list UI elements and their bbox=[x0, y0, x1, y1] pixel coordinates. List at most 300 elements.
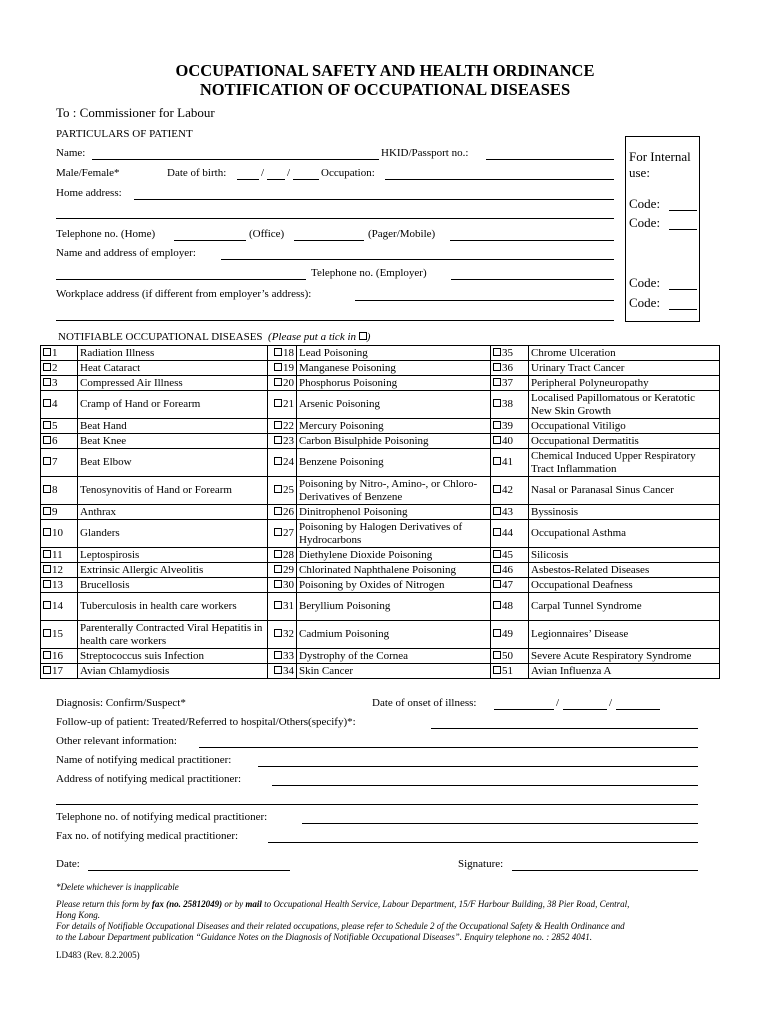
disease-checkbox-cell[interactable] bbox=[268, 477, 297, 505]
disease-number: 19 bbox=[283, 361, 294, 374]
disease-checkbox-cell[interactable] bbox=[491, 376, 529, 391]
onset-day-field[interactable] bbox=[494, 709, 554, 710]
workplace-field-2[interactable] bbox=[56, 320, 614, 321]
disease-checkbox-cell[interactable] bbox=[491, 361, 529, 376]
disease-row bbox=[41, 520, 720, 548]
disease-name: Carbon Bisulphide Poisoning bbox=[297, 434, 491, 449]
disease-checkbox-cell[interactable] bbox=[268, 346, 297, 361]
disease-number: 6 bbox=[52, 434, 58, 447]
disease-name: Glanders bbox=[78, 520, 268, 548]
disease-number: 48 bbox=[502, 600, 513, 613]
dob-label: Date of birth: bbox=[167, 167, 227, 179]
checkbox-icon[interactable] bbox=[274, 629, 282, 637]
checkbox-icon[interactable] bbox=[493, 485, 501, 493]
details-note: For details of Notifiable Occupational Diseases and their related occupations, please refer to Schedule 2 of the Occupational Safety & Health Ordinance and bbox=[56, 921, 625, 931]
disease-checkbox-cell[interactable] bbox=[491, 346, 529, 361]
disease-row bbox=[41, 434, 720, 449]
code-label: Code: bbox=[629, 275, 661, 290]
checkbox-icon[interactable] bbox=[43, 485, 51, 493]
dob-month-field[interactable] bbox=[267, 179, 285, 180]
disease-name: Tuberculosis in health care workers bbox=[78, 593, 268, 621]
date-field[interactable] bbox=[88, 870, 290, 871]
onset-separator: / bbox=[556, 697, 560, 709]
internal-use-label: For Internal bbox=[629, 149, 691, 164]
checkbox-icon[interactable] bbox=[274, 348, 282, 356]
diseases-heading-text: NOTIFIABLE OCCUPATIONAL DISEASES bbox=[58, 331, 263, 343]
home-address-label: Home address: bbox=[56, 187, 122, 199]
checkbox-icon[interactable] bbox=[43, 457, 51, 465]
other-info-label: Other relevant information: bbox=[56, 735, 177, 747]
disease-name: Occupational Dermatitis bbox=[529, 434, 720, 449]
delete-note: *Delete whichever is inapplicable bbox=[56, 882, 179, 892]
return-mail: mail bbox=[245, 899, 262, 909]
disease-name: Occupational Deafness bbox=[529, 578, 720, 593]
disease-number: 12 bbox=[52, 563, 63, 576]
disease-checkbox-cell[interactable] bbox=[41, 434, 78, 449]
disease-number: 34 bbox=[283, 664, 294, 677]
disease-name: Lead Poisoning bbox=[297, 346, 491, 361]
disease-number: 31 bbox=[283, 600, 294, 613]
diseases-hint-text: (Please put a tick in bbox=[268, 331, 357, 343]
disease-checkbox-cell[interactable] bbox=[491, 593, 529, 621]
checkbox-icon[interactable] bbox=[493, 565, 501, 573]
disease-checkbox-cell[interactable] bbox=[41, 376, 78, 391]
tel-home-label: Telephone no. (Home) bbox=[56, 228, 156, 240]
home-address-field-2[interactable] bbox=[56, 218, 614, 219]
practitioner-name-label: Name of notifying medical practitioner: bbox=[56, 754, 232, 766]
disease-number: 43 bbox=[502, 505, 513, 518]
checkbox-icon[interactable] bbox=[274, 378, 282, 386]
disease-number: 18 bbox=[283, 346, 294, 359]
practitioner-fax-field[interactable] bbox=[268, 842, 698, 843]
disease-number: 27 bbox=[283, 527, 294, 540]
disease-name: Dinitrophenol Poisoning bbox=[297, 505, 491, 520]
disease-checkbox-cell[interactable] bbox=[41, 578, 78, 593]
disease-checkbox-cell[interactable] bbox=[491, 449, 529, 477]
diseases-table bbox=[40, 345, 720, 679]
disease-checkbox-cell[interactable] bbox=[41, 593, 78, 621]
disease-number: 25 bbox=[283, 484, 294, 497]
disease-number: 50 bbox=[502, 649, 513, 662]
disease-row bbox=[41, 548, 720, 563]
disease-checkbox-cell[interactable] bbox=[41, 361, 78, 376]
return-text-b: or by bbox=[222, 899, 246, 909]
checkbox-icon[interactable] bbox=[493, 378, 501, 386]
disease-checkbox-cell[interactable] bbox=[41, 449, 78, 477]
disease-number: 47 bbox=[502, 578, 513, 591]
checkbox-icon[interactable] bbox=[493, 550, 501, 558]
checkbox-icon[interactable] bbox=[43, 565, 51, 573]
practitioner-fax-label: Fax no. of notifying medical practitioner: bbox=[56, 830, 239, 842]
checkbox-icon[interactable] bbox=[493, 436, 501, 444]
checkbox-icon bbox=[359, 332, 367, 340]
checkbox-icon[interactable] bbox=[43, 348, 51, 356]
disease-row bbox=[41, 477, 720, 505]
employer-label: Name and address of employer: bbox=[56, 247, 196, 259]
checkbox-icon[interactable] bbox=[274, 363, 282, 371]
checkbox-icon[interactable] bbox=[274, 550, 282, 558]
disease-checkbox-cell[interactable] bbox=[41, 548, 78, 563]
disease-number: 20 bbox=[283, 376, 294, 389]
disease-checkbox-cell[interactable] bbox=[268, 664, 297, 679]
checkbox-icon[interactable] bbox=[43, 378, 51, 386]
checkbox-icon[interactable] bbox=[43, 436, 51, 444]
checkbox-icon[interactable] bbox=[274, 565, 282, 573]
disease-checkbox-cell[interactable] bbox=[268, 434, 297, 449]
checkbox-icon[interactable] bbox=[274, 399, 282, 407]
checkbox-icon[interactable] bbox=[43, 601, 51, 609]
disease-name: Poisoning by Oxides of Nitrogen bbox=[297, 578, 491, 593]
disease-name: Avian Chlamydiosis bbox=[78, 664, 268, 679]
disease-checkbox-cell[interactable] bbox=[268, 520, 297, 548]
code-label: Code: bbox=[629, 295, 661, 310]
code-field[interactable] bbox=[669, 309, 697, 310]
diseases-hint bbox=[265, 331, 370, 343]
disease-checkbox-cell[interactable] bbox=[491, 419, 529, 434]
disease-checkbox-cell[interactable] bbox=[41, 649, 78, 664]
disease-number: 32 bbox=[283, 628, 294, 641]
disease-checkbox-cell[interactable] bbox=[268, 621, 297, 649]
disease-name: Beryllium Poisoning bbox=[297, 593, 491, 621]
disease-name: Chlorinated Naphthalene Poisoning bbox=[297, 563, 491, 578]
disease-name: Severe Acute Respiratory Syndrome bbox=[529, 649, 720, 664]
disease-name: Heat Cataract bbox=[78, 361, 268, 376]
disease-name: Beat Knee bbox=[78, 434, 268, 449]
tel-employer-field[interactable] bbox=[451, 279, 614, 280]
checkbox-icon[interactable] bbox=[43, 363, 51, 371]
checkbox-icon[interactable] bbox=[43, 507, 51, 515]
disease-name: Occupational Vitiligo bbox=[529, 419, 720, 434]
disease-number: 38 bbox=[502, 398, 513, 411]
disease-name: Dystrophy of the Cornea bbox=[297, 649, 491, 664]
disease-name: Legionnaires’ Disease bbox=[529, 621, 720, 649]
onset-month-field[interactable] bbox=[563, 709, 607, 710]
disease-checkbox-cell[interactable] bbox=[491, 649, 529, 664]
disease-name: Leptospirosis bbox=[78, 548, 268, 563]
disease-number: 26 bbox=[283, 505, 294, 518]
disease-number: 14 bbox=[52, 600, 63, 613]
disease-row bbox=[41, 376, 720, 391]
disease-checkbox-cell[interactable] bbox=[41, 419, 78, 434]
diagnosis-label: Diagnosis: Confirm/Suspect* bbox=[56, 697, 186, 709]
checkbox-icon[interactable] bbox=[43, 629, 51, 637]
disease-checkbox-cell[interactable] bbox=[491, 578, 529, 593]
checkbox-icon[interactable] bbox=[493, 629, 501, 637]
disease-name: Poisoning by Halogen Derivatives of Hydrocarbons bbox=[297, 520, 491, 548]
disease-row bbox=[41, 505, 720, 520]
internal-use-box bbox=[625, 136, 700, 322]
checkbox-icon[interactable] bbox=[493, 528, 501, 536]
occupation-field[interactable] bbox=[385, 179, 614, 180]
disease-number: 29 bbox=[283, 563, 294, 576]
disease-name: Cadmium Poisoning bbox=[297, 621, 491, 649]
practitioner-address-field-2[interactable] bbox=[56, 804, 698, 805]
practitioner-name-field[interactable] bbox=[258, 766, 698, 767]
disease-checkbox-cell[interactable] bbox=[268, 419, 297, 434]
disease-number: 44 bbox=[502, 527, 513, 540]
disease-number: 40 bbox=[502, 434, 513, 447]
checkbox-icon[interactable] bbox=[493, 601, 501, 609]
disease-number: 23 bbox=[283, 434, 294, 447]
checkbox-icon[interactable] bbox=[274, 580, 282, 588]
disease-checkbox-cell[interactable] bbox=[268, 578, 297, 593]
disease-name: Anthrax bbox=[78, 505, 268, 520]
name-label: Name: bbox=[56, 147, 86, 159]
disease-number: 11 bbox=[52, 548, 63, 561]
tel-office-field[interactable] bbox=[294, 240, 364, 241]
disease-name: Mercury Poisoning bbox=[297, 419, 491, 434]
disease-checkbox-cell[interactable] bbox=[491, 505, 529, 520]
practitioner-address-field[interactable] bbox=[272, 785, 698, 786]
disease-checkbox-cell[interactable] bbox=[268, 391, 297, 419]
disease-checkbox-cell[interactable] bbox=[491, 391, 529, 419]
followup-field[interactable] bbox=[431, 728, 698, 729]
disease-checkbox-cell[interactable] bbox=[41, 563, 78, 578]
disease-number: 28 bbox=[283, 548, 294, 561]
disease-checkbox-cell[interactable] bbox=[41, 664, 78, 679]
checkbox-icon[interactable] bbox=[43, 399, 51, 407]
disease-row bbox=[41, 563, 720, 578]
return-instructions-2: Hong Kong. bbox=[56, 910, 101, 920]
dob-separator: / bbox=[261, 167, 265, 179]
tel-employer-label: Telephone no. (Employer) bbox=[311, 267, 427, 279]
return-text-a: Please return this form by bbox=[56, 899, 152, 909]
disease-name: Tenosynovitis of Hand or Forearm bbox=[78, 477, 268, 505]
checkbox-icon[interactable] bbox=[274, 507, 282, 515]
return-text-c: to Occupational Health Service, Labour Department, 15/F Harbour Building, 38 Pier Road, Central, bbox=[261, 899, 630, 909]
tel-office-label: (Office) bbox=[249, 228, 285, 240]
checkbox-icon[interactable] bbox=[493, 348, 501, 356]
disease-name: Chrome Ulceration bbox=[529, 346, 720, 361]
disease-checkbox-cell[interactable] bbox=[491, 520, 529, 548]
disease-checkbox-cell[interactable] bbox=[268, 649, 297, 664]
checkbox-icon[interactable] bbox=[43, 666, 51, 674]
disease-name: Benzene Poisoning bbox=[297, 449, 491, 477]
disease-row bbox=[41, 621, 720, 649]
disease-row bbox=[41, 649, 720, 664]
disease-number: 1 bbox=[52, 346, 58, 359]
disease-checkbox-cell[interactable] bbox=[268, 361, 297, 376]
disease-name: Manganese Poisoning bbox=[297, 361, 491, 376]
disease-checkbox-cell[interactable] bbox=[41, 505, 78, 520]
disease-number: 24 bbox=[283, 456, 294, 469]
internal-use-label-2: use: bbox=[629, 165, 650, 180]
dob-day-field[interactable] bbox=[237, 179, 259, 180]
hkid-field[interactable] bbox=[486, 159, 614, 160]
dob-separator: / bbox=[287, 167, 291, 179]
disease-name: Beat Hand bbox=[78, 419, 268, 434]
diseases-hint-end: ) bbox=[366, 331, 371, 343]
form-title: OCCUPATIONAL SAFETY AND HEALTH ORDINANCE bbox=[175, 61, 595, 80]
signature-label: Signature: bbox=[458, 858, 504, 870]
disease-name: Streptococcus suis Infection bbox=[78, 649, 268, 664]
disease-checkbox-cell[interactable] bbox=[491, 477, 529, 505]
signature-field[interactable] bbox=[512, 870, 698, 871]
onset-separator: / bbox=[609, 697, 613, 709]
form-subtitle: NOTIFICATION OF OCCUPATIONAL DISEASES bbox=[199, 80, 571, 99]
checkbox-icon[interactable] bbox=[493, 399, 501, 407]
disease-checkbox-cell[interactable] bbox=[268, 376, 297, 391]
disease-name: Avian Influenza A bbox=[529, 664, 720, 679]
disease-checkbox-cell[interactable] bbox=[41, 621, 78, 649]
employer-field-2[interactable] bbox=[56, 279, 306, 280]
disease-number: 8 bbox=[52, 484, 58, 497]
disease-checkbox-cell[interactable] bbox=[491, 548, 529, 563]
checkbox-icon[interactable] bbox=[43, 580, 51, 588]
disease-number: 33 bbox=[283, 649, 294, 662]
patient-section-heading: PARTICULARS OF PATIENT bbox=[56, 128, 193, 140]
disease-number: 36 bbox=[502, 361, 513, 374]
disease-number: 42 bbox=[502, 484, 513, 497]
checkbox-icon[interactable] bbox=[493, 421, 501, 429]
practitioner-tel-field[interactable] bbox=[302, 823, 698, 824]
disease-checkbox-cell[interactable] bbox=[491, 563, 529, 578]
other-info-field[interactable] bbox=[199, 747, 698, 748]
disease-checkbox-cell[interactable] bbox=[491, 664, 529, 679]
disease-checkbox-cell[interactable] bbox=[41, 346, 78, 361]
checkbox-icon[interactable] bbox=[493, 580, 501, 588]
workplace-field[interactable] bbox=[355, 300, 614, 301]
checkbox-icon[interactable] bbox=[274, 651, 282, 659]
disease-number: 13 bbox=[52, 578, 63, 591]
disease-row bbox=[41, 449, 720, 477]
disease-name: Compressed Air Illness bbox=[78, 376, 268, 391]
disease-number: 21 bbox=[283, 398, 294, 411]
disease-checkbox-cell[interactable] bbox=[41, 477, 78, 505]
dob-year-field[interactable] bbox=[293, 179, 319, 180]
disease-checkbox-cell[interactable] bbox=[268, 505, 297, 520]
form-code: LD483 (Rev. 8.2.2005) bbox=[56, 950, 140, 960]
checkbox-icon[interactable] bbox=[43, 550, 51, 558]
employer-field[interactable] bbox=[221, 259, 614, 260]
addressee: To : Commissioner for Labour bbox=[56, 105, 215, 120]
hkid-label: HKID/Passport no.: bbox=[381, 147, 469, 159]
code-field[interactable] bbox=[669, 289, 697, 290]
disease-number: 51 bbox=[502, 664, 513, 677]
return-instructions bbox=[56, 899, 629, 909]
disease-name: Extrinsic Allergic Alveolitis bbox=[78, 563, 268, 578]
disease-row bbox=[41, 419, 720, 434]
disease-number: 7 bbox=[52, 456, 58, 469]
checkbox-icon[interactable] bbox=[493, 666, 501, 674]
disease-number: 15 bbox=[52, 628, 63, 641]
disease-checkbox-cell[interactable] bbox=[491, 621, 529, 649]
disease-name: Carpal Tunnel Syndrome bbox=[529, 593, 720, 621]
disease-number: 37 bbox=[502, 376, 513, 389]
disease-number: 39 bbox=[502, 419, 513, 432]
sex-label: Male/Female* bbox=[56, 167, 120, 179]
disease-checkbox-cell[interactable] bbox=[41, 520, 78, 548]
disease-name: Byssinosis bbox=[529, 505, 720, 520]
disease-number: 41 bbox=[502, 456, 513, 469]
checkbox-icon[interactable] bbox=[274, 601, 282, 609]
name-field[interactable] bbox=[92, 159, 379, 160]
workplace-label: Workplace address (if different from employer’s address): bbox=[56, 288, 312, 300]
checkbox-icon[interactable] bbox=[493, 651, 501, 659]
checkbox-icon[interactable] bbox=[274, 421, 282, 429]
disease-name: Brucellosis bbox=[78, 578, 268, 593]
checkbox-icon[interactable] bbox=[274, 436, 282, 444]
disease-row bbox=[41, 391, 720, 419]
occupation-label: Occupation: bbox=[321, 167, 375, 179]
onset-year-field[interactable] bbox=[616, 709, 660, 710]
onset-label: Date of onset of illness: bbox=[372, 697, 477, 709]
code-label: Code: bbox=[629, 196, 661, 211]
disease-row bbox=[41, 578, 720, 593]
checkbox-icon[interactable] bbox=[274, 666, 282, 674]
disease-number: 3 bbox=[52, 376, 58, 389]
code-field[interactable] bbox=[669, 229, 697, 230]
checkbox-icon[interactable] bbox=[43, 651, 51, 659]
disease-name: Cramp of Hand or Forearm bbox=[78, 391, 268, 419]
disease-checkbox-cell[interactable] bbox=[268, 593, 297, 621]
tel-home-field[interactable] bbox=[174, 240, 246, 241]
diseases-heading bbox=[58, 331, 370, 343]
disease-name: Peripheral Polyneuropathy bbox=[529, 376, 720, 391]
disease-row bbox=[41, 361, 720, 376]
practitioner-address-label: Address of notifying medical practitioner: bbox=[56, 773, 242, 785]
checkbox-icon[interactable] bbox=[274, 528, 282, 536]
disease-name: Arsenic Poisoning bbox=[297, 391, 491, 419]
disease-number: 5 bbox=[52, 419, 58, 432]
disease-row bbox=[41, 593, 720, 621]
disease-name: Phosphorus Poisoning bbox=[297, 376, 491, 391]
disease-number: 10 bbox=[52, 527, 63, 540]
home-address-field[interactable] bbox=[134, 199, 614, 200]
disease-checkbox-cell[interactable] bbox=[491, 434, 529, 449]
disease-number: 17 bbox=[52, 664, 63, 677]
disease-name: Beat Elbow bbox=[78, 449, 268, 477]
checkbox-icon[interactable] bbox=[274, 457, 282, 465]
disease-name: Localised Papillomatous or Keratotic New Skin Growth bbox=[529, 391, 720, 419]
disease-checkbox-cell[interactable] bbox=[268, 449, 297, 477]
disease-name: Urinary Tract Cancer bbox=[529, 361, 720, 376]
disease-row bbox=[41, 346, 720, 361]
disease-checkbox-cell[interactable] bbox=[41, 391, 78, 419]
disease-name: Parenterally Contracted Viral Hepatitis in health care workers bbox=[78, 621, 268, 649]
code-label: Code: bbox=[629, 215, 661, 230]
disease-number: 4 bbox=[52, 398, 58, 411]
disease-name: Silicosis bbox=[529, 548, 720, 563]
checkbox-icon[interactable] bbox=[43, 528, 51, 536]
disease-number: 46 bbox=[502, 563, 513, 576]
checkbox-icon[interactable] bbox=[274, 485, 282, 493]
practitioner-tel-label: Telephone no. of notifying medical practitioner: bbox=[56, 811, 268, 823]
tel-pager-label: (Pager/Mobile) bbox=[368, 228, 436, 240]
disease-checkbox-cell[interactable] bbox=[268, 563, 297, 578]
date-label: Date: bbox=[56, 858, 80, 870]
disease-name: Diethylene Dioxide Poisoning bbox=[297, 548, 491, 563]
checkbox-icon[interactable] bbox=[493, 507, 501, 515]
disease-number: 22 bbox=[283, 419, 294, 432]
followup-label: Follow-up of patient: Treated/Referred to hospital/Others(specify)*: bbox=[56, 716, 356, 728]
tel-pager-field[interactable] bbox=[450, 240, 614, 241]
code-field[interactable] bbox=[669, 210, 697, 211]
disease-checkbox-cell[interactable] bbox=[268, 548, 297, 563]
checkbox-icon[interactable] bbox=[43, 421, 51, 429]
disease-number: 9 bbox=[52, 505, 58, 518]
disease-name: Chemical Induced Upper Respiratory Tract Inflammation bbox=[529, 449, 720, 477]
checkbox-icon[interactable] bbox=[493, 457, 501, 465]
disease-number: 49 bbox=[502, 628, 513, 641]
disease-name: Radiation Illness bbox=[78, 346, 268, 361]
disease-number: 35 bbox=[502, 346, 513, 359]
disease-name: Asbestos-Related Diseases bbox=[529, 563, 720, 578]
disease-name: Skin Cancer bbox=[297, 664, 491, 679]
disease-number: 16 bbox=[52, 649, 63, 662]
checkbox-icon[interactable] bbox=[493, 363, 501, 371]
disease-number: 2 bbox=[52, 361, 58, 374]
